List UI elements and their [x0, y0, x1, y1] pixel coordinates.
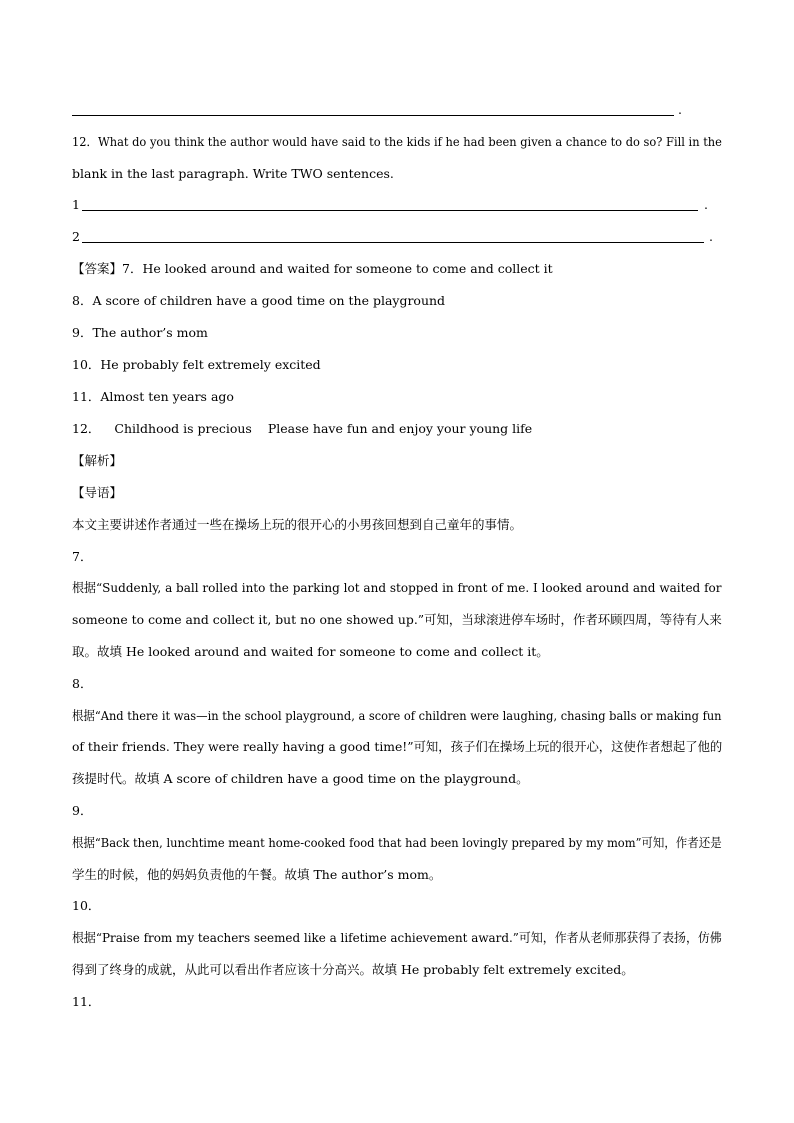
- guide-header: 【导语】: [72, 485, 123, 500]
- analysis-8-line-3: 孩提时代。故填 A score of children have a good time on the playground。: [72, 771, 529, 786]
- answer-12: [72, 420, 532, 438]
- blank-period: .: [678, 102, 682, 117]
- blank-number: 2: [72, 229, 80, 244]
- analysis-7-number: 7．: [72, 549, 93, 564]
- blank-underline: [82, 242, 704, 243]
- analysis-8-line-2: of their friends. They were really having a good time!”可知，孩子们在操场上玩的很开心，这使作者想起了他的: [72, 739, 723, 754]
- answer-8: 8．A score of children have a good time on the playground: [72, 293, 446, 308]
- analysis-7-line-2: someone to come and collect it, but no one showed up.”可知，当球滚进停车场时，作者环顾四周，等待有人来: [72, 612, 722, 627]
- answer-header: 【答案】7．He looked around and waited for someone to come and collect it: [72, 261, 553, 276]
- analysis-10-number: 10．: [72, 898, 101, 913]
- analysis-10-line-2: 得到了终身的成就，从此可以看出作者应该十分高兴。故填 He probably felt extremely excited。: [72, 962, 634, 977]
- answer-12-sentence-1: Childhood is precious: [114, 421, 252, 436]
- guide-text: 本文主要讲述作者通过一些在操场上玩的很开心的小男孩回想到自己童年的事情。: [72, 517, 523, 532]
- analysis-7-line-1: 根据“Suddenly, a ball rolled into the parking lot and stopped in front of me. I looked around and waited for: [72, 580, 722, 595]
- answer-blank-2[interactable]: [72, 229, 717, 247]
- analysis-header: 【解析】: [72, 453, 123, 468]
- question-12-line-2: blank in the last paragraph. Write TWO sentences.: [72, 166, 394, 181]
- answer-11: 11．Almost ten years ago: [72, 389, 234, 404]
- analysis-10-line-1: 根据“Praise from my teachers seemed like a lifetime achievement award.”可知，作者从老师那获得了表扬，仿佛: [72, 930, 722, 945]
- answer-blank-1[interactable]: [72, 197, 712, 215]
- answer-9: 9．The author’s mom: [72, 325, 208, 340]
- analysis-9-line-2: 学生的时候，他的妈妈负责他的午餐。故填 The author’s mom。: [72, 867, 442, 882]
- answer-blank-top[interactable]: [72, 102, 692, 120]
- blank-underline: [72, 115, 674, 116]
- question-12-line-1: 12．What do you think the author would have said to the kids if he had been given a chance to do so? Fill in the: [72, 134, 722, 149]
- analysis-7-line-3: 取。故填 He looked around and waited for someone to come and collect it。: [72, 644, 549, 659]
- blank-period: .: [704, 197, 708, 212]
- analysis-9-line-1: 根据“Back then, lunchtime meant home-cooked food that had been lovingly prepared by my mom”可知，作者还是: [72, 835, 722, 850]
- blank-number: 1: [72, 197, 80, 212]
- answer-10: 10．He probably felt extremely excited: [72, 357, 321, 372]
- blank-period: .: [709, 229, 713, 244]
- analysis-8-number: 8．: [72, 676, 93, 691]
- blank-underline: [82, 210, 698, 211]
- answer-12-number: 12．: [72, 421, 101, 436]
- analysis-9-number: 9．: [72, 803, 93, 818]
- answer-12-sentence-2: Please have fun and enjoy your young life: [267, 421, 533, 436]
- analysis-11-number: 11．: [72, 994, 101, 1009]
- analysis-8-line-1: 根据“And there it was—in the school playground, a score of children were laughing, chasing balls or making fun: [72, 708, 722, 723]
